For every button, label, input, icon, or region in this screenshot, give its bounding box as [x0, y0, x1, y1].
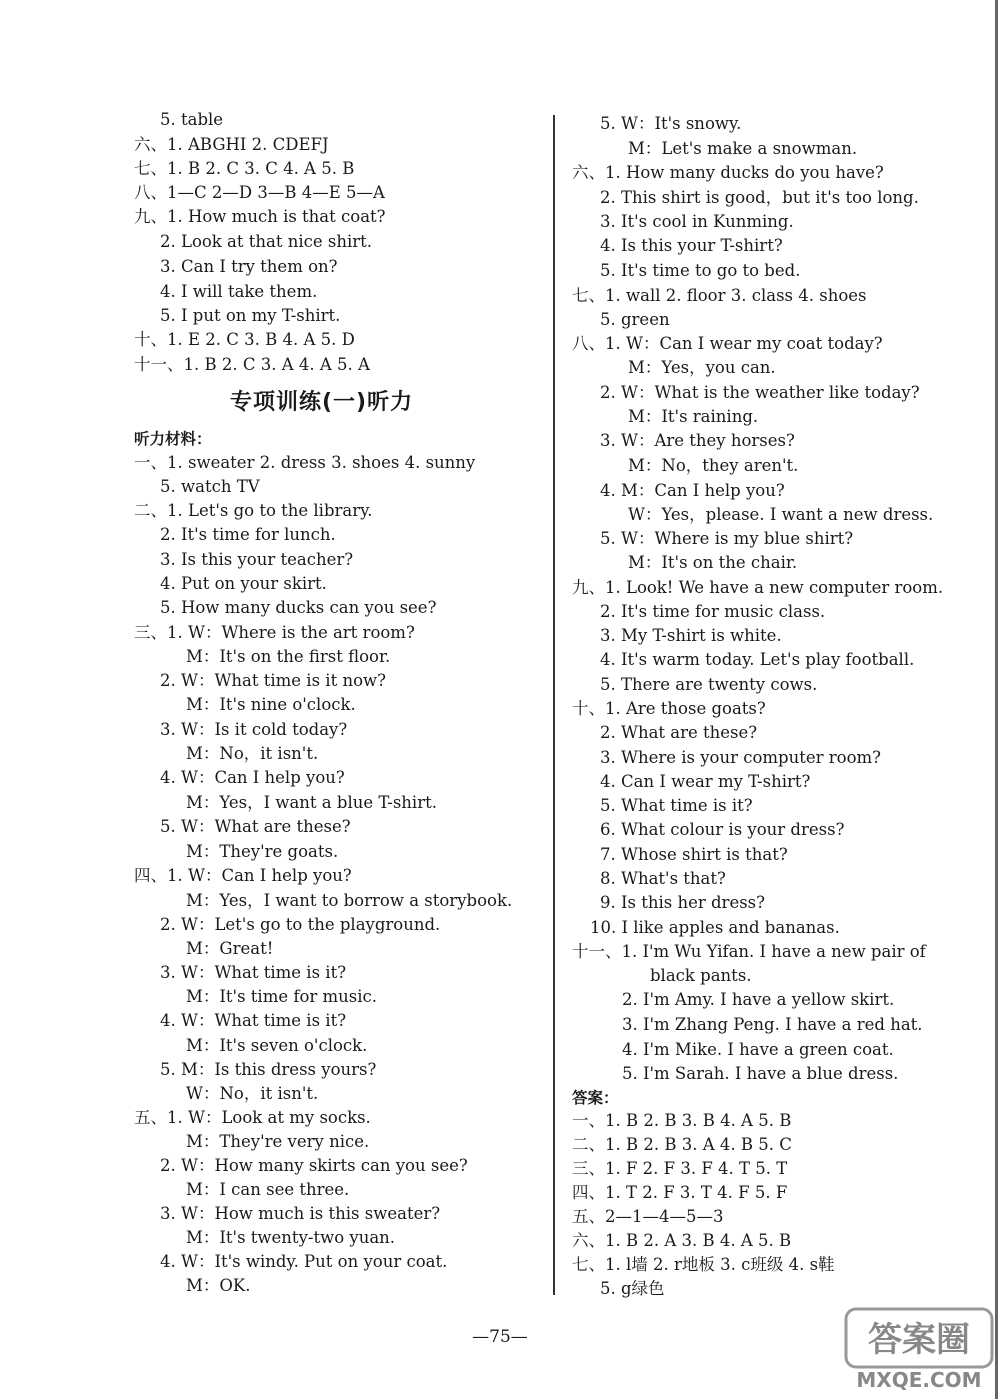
text-line: 4. Is this your T-shirt? — [600, 236, 783, 255]
text-line: 5. green — [600, 310, 670, 329]
text-line: 一、1. B 2. B 3. B 4. A 5. B — [572, 1111, 792, 1130]
text-line: 四、1. T 2. F 3. T 4. F 5. F — [572, 1183, 788, 1202]
text-line: 2. Look at that nice shirt. — [160, 232, 373, 251]
text-line: 6. What colour is your dress? — [600, 820, 845, 839]
text-line: 8. What's that? — [600, 869, 726, 888]
text-line: M：Yes，I want a blue T-shirt. — [186, 793, 437, 812]
page-edge-line — [995, 0, 998, 1399]
text-line: M：Let's make a snowman. — [628, 139, 858, 158]
text-line: 4. M：Can I help you? — [600, 481, 785, 500]
text-line: 六、1. B 2. A 3. B 4. A 5. B — [572, 1231, 792, 1250]
text-line: 3. Can I try them on? — [160, 257, 338, 276]
text-line: 五、2—1—4—5—3 — [572, 1207, 724, 1226]
text-line: 十、1. Are those goats? — [572, 699, 766, 718]
text-line: 十、1. E 2. C 3. B 4. A 5. D — [134, 330, 355, 349]
text-line: W：Yes，please. I want a new dress. — [628, 505, 934, 524]
text-line: 2. W：How many skirts can you see? — [160, 1156, 468, 1175]
text-line: 二、1. B 2. B 3. A 4. B 5. C — [572, 1135, 792, 1154]
text-line: 5. I put on my T-shirt. — [160, 306, 341, 325]
text-line: M：It's time for music. — [186, 987, 378, 1006]
text-line: 2. It's time for music class. — [600, 602, 826, 621]
page-number: —75— — [472, 1327, 528, 1347]
column-divider — [553, 115, 555, 1295]
text-line: 5. W：What are these? — [160, 817, 351, 836]
watermark-logo — [844, 1307, 994, 1393]
text-line: 3. It's cool in Kunming. — [600, 212, 794, 231]
text-line: 七、1. B 2. C 3. C 4. A 5. B — [134, 159, 355, 178]
text-line: 3. I'm Zhang Peng. I have a red hat. — [622, 1015, 923, 1034]
text-line: 5. It's time to go to bed. — [600, 261, 801, 280]
text-line: 3. Is this your teacher? — [160, 550, 354, 569]
text-line: M：They're goats. — [186, 842, 339, 861]
text-line: 三、1. F 2. F 3. F 4. T 5. T — [572, 1159, 788, 1178]
text-line: 六、1. ABGHI 2. CDEFJ — [134, 135, 329, 154]
text-line: 5. W：It's snowy. — [600, 114, 742, 133]
text-line: 十一、1. B 2. C 3. A 4. A 5. A — [134, 355, 370, 374]
text-line: 5. How many ducks can you see? — [160, 598, 437, 617]
text-line: M：No，they aren't. — [628, 456, 799, 475]
text-line: 2. W：Let's go to the playground. — [160, 915, 441, 934]
text-line: 四、1. W：Can I help you? — [134, 866, 352, 885]
text-line: 9. Is this her dress? — [600, 893, 765, 912]
text-line: 4. W：What time is it? — [160, 1011, 347, 1030]
blank-top-margin — [0, 0, 1000, 70]
text-line: M：Yes，I want to borrow a storybook. — [186, 891, 513, 910]
text-line: 3. W：How much is this sweater? — [160, 1204, 441, 1223]
text-line: 八、1—C 2—D 3—B 4—E 5—A — [134, 183, 385, 202]
text-line: 十一、1. I'm Wu Yifan. I have a new pair of — [572, 942, 926, 961]
text-line: 4. I will take them. — [160, 282, 318, 301]
text-line: 五、1. W：Look at my socks. — [134, 1108, 371, 1127]
text-line: 2. W：What is the weather like today? — [600, 383, 920, 402]
watermark-title: 答案圈 — [868, 1320, 970, 1360]
text-line: M：It's on the first floor. — [186, 647, 391, 666]
text-line: 2. This shirt is good，but it's too long. — [600, 188, 919, 207]
text-line: 二、1. Let's go to the library. — [134, 501, 373, 520]
text-line: 3. Where is your computer room? — [600, 748, 882, 767]
section-label: 答案： — [572, 1089, 619, 1107]
text-line: 4. W：Can I help you? — [160, 768, 345, 787]
text-line: 六、1. How many ducks do you have? — [572, 163, 884, 182]
text-line: 7. Whose shirt is that? — [600, 845, 788, 864]
section-label: 听力材料： — [134, 430, 212, 448]
text-line: 九、1. Look! We have a new computer room. — [572, 578, 944, 597]
text-line: 2. I'm Amy. I have a yellow skirt. — [622, 990, 895, 1009]
text-line: M：It's raining. — [628, 407, 759, 426]
section-heading: 专项训练(一)听力 — [230, 390, 414, 415]
text-line: M：No，it isn't. — [186, 744, 319, 763]
text-line: 八、1. W：Can I wear my coat today? — [572, 334, 883, 353]
text-line: 4. Can I wear my T-shirt? — [600, 772, 811, 791]
text-line: 4. I'm Mike. I have a green coat. — [622, 1040, 894, 1059]
text-line: 一、1. sweater 2. dress 3. shoes 4. sunny — [134, 453, 476, 472]
text-line: black pants. — [650, 966, 752, 985]
text-line: M：Great! — [186, 939, 274, 958]
text-line: M：It's nine o'clock. — [186, 695, 356, 714]
text-line: 5. What time is it? — [600, 796, 753, 815]
text-line: M：OK. — [186, 1276, 251, 1295]
text-line: 5. watch TV — [160, 477, 260, 496]
text-line: 5. There are twenty cows. — [600, 675, 818, 694]
text-line: 七、1. l墙 2. r地板 3. c班级 4. s鞋 — [572, 1255, 835, 1274]
text-line: M：It's seven o'clock. — [186, 1036, 368, 1055]
text-line: M：It's on the chair. — [628, 553, 798, 572]
text-line: 七、1. wall 2. floor 3. class 4. shoes — [572, 286, 867, 305]
text-line: 3. W：Is it cold today? — [160, 720, 348, 739]
text-line: 3. My T-shirt is white. — [600, 626, 782, 645]
text-line: 5. table — [160, 110, 224, 129]
text-line: M：Yes，you can. — [628, 358, 776, 377]
text-line: 2. W：What time is it now? — [160, 671, 386, 690]
text-line: 4. It's warm today. Let's play football. — [600, 650, 915, 669]
text-line: 5. M：Is this dress yours? — [160, 1060, 377, 1079]
text-line: M：It's twenty-two yuan. — [186, 1228, 396, 1247]
text-line: 5. I'm Sarah. I have a blue dress. — [622, 1064, 899, 1083]
text-line: M：They're very nice. — [186, 1132, 370, 1151]
text-line: 4. Put on your skirt. — [160, 574, 327, 593]
text-line: 三、1. W：Where is the art room? — [134, 623, 415, 642]
text-line: 2. It's time for lunch. — [160, 525, 336, 544]
text-line: 5. g绿色 — [600, 1279, 665, 1298]
text-line: M：I can see three. — [186, 1180, 350, 1199]
text-line: 10. I like apples and bananas. — [590, 918, 840, 937]
text-line: 3. W：Are they horses? — [600, 431, 795, 450]
text-line: 4. W：It's windy. Put on your coat. — [160, 1252, 448, 1271]
text-line: 九、1. How much is that coat? — [134, 207, 386, 226]
text-line: W：No，it isn't. — [186, 1084, 319, 1103]
text-line: 2. What are these? — [600, 723, 758, 742]
watermark-url: MXQE.COM — [856, 1368, 982, 1392]
text-line: 3. W：What time is it? — [160, 963, 347, 982]
text-line: 5. W：Where is my blue shirt? — [600, 529, 854, 548]
